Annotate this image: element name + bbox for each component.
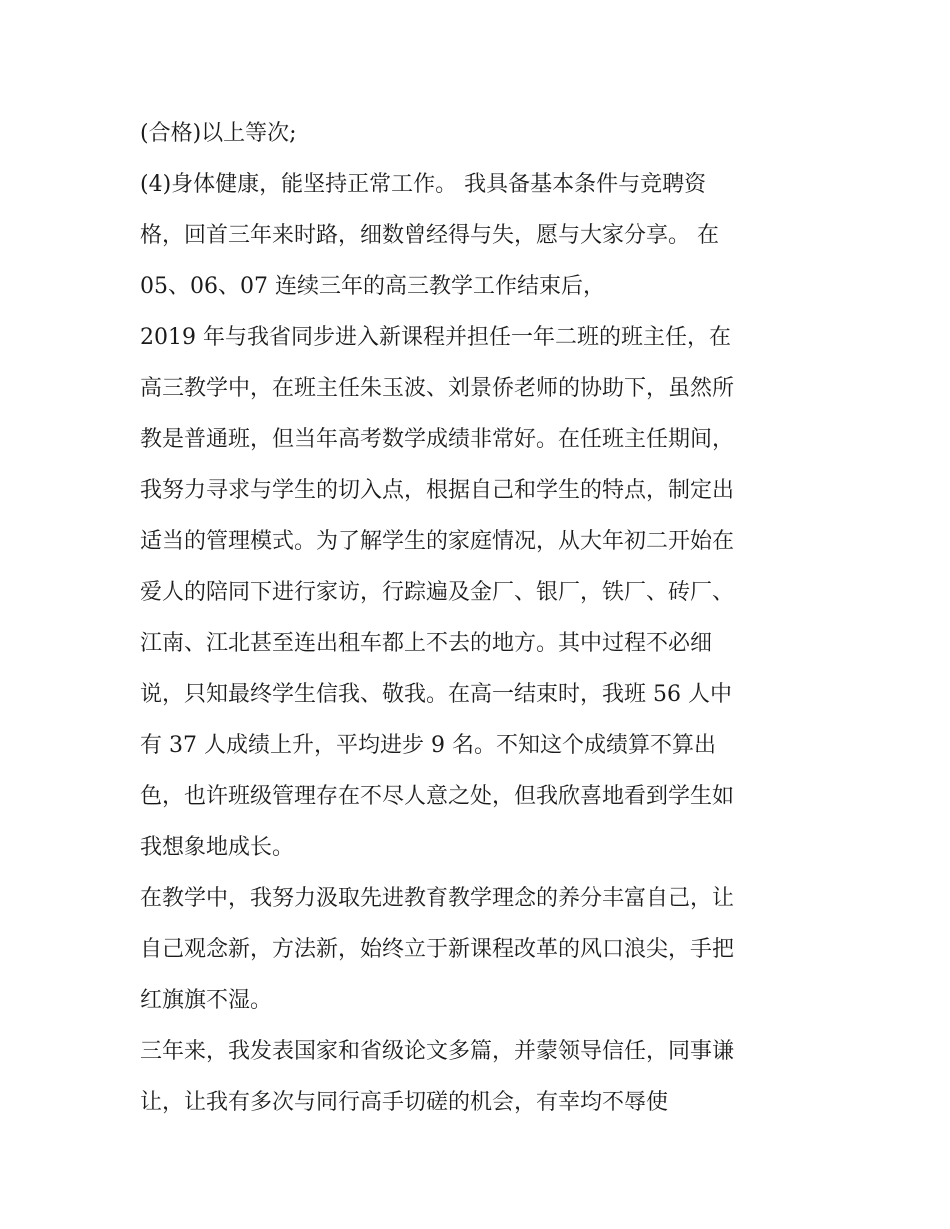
text-line: 让，让我有多次与同行高手切磋的机会，有幸均不辱使 (140, 1090, 669, 1115)
text-line: (合格)以上等次; (140, 121, 297, 146)
text-line: 在教学中，我努力汲取先进教育教学理念的养分丰富自己，让 (140, 886, 735, 911)
text-line: 2019 年与我省同步进入新课程并担任一年二班的班主任，在 (140, 325, 731, 350)
text-line: 说，只知最终学生信我、敬我。在高一结束时，我班 56 人中 (140, 682, 732, 707)
text-line: 江南、江北甚至连出租车都上不去的地方。其中过程不必细 (140, 631, 713, 656)
text-line: (4)身体健康，能坚持正常工作。 我具备基本条件与竞聘资 (140, 172, 707, 197)
text-line: 我想象地成长。 (140, 835, 295, 860)
text-line: 教是普通班，但当年高考数学成绩非常好。在任班主任期间， (140, 427, 735, 452)
text-line: 三年来，我发表国家和省级论文多篇，并蒙领导信任，同事谦 (140, 1039, 735, 1064)
text-line: 爱人的陪同下进行家访，行踪遍及金厂、银厂，铁厂、砖厂、 (140, 580, 735, 605)
document-body (140, 108, 820, 1128)
text-line: 格，回首三年来时路，细数曾经得与失，愿与大家分享。 在 (140, 223, 719, 248)
text-line: 05、06、07 连续三年的高三教学工作结束后， (140, 274, 605, 299)
text-line: 高三教学中，在班主任朱玉波、刘景侨老师的协助下，虽然所 (140, 376, 735, 401)
text-line: 有 37 人成绩上升，平均进步 9 名。不知这个成绩算不算出 (140, 733, 716, 758)
text-line: 适当的管理模式。为了解学生的家庭情况，从大年初二开始在 (140, 529, 735, 554)
text-line: 红旗旗不湿。 (140, 988, 273, 1013)
text-line: 我努力寻求与学生的切入点，根据自己和学生的特点，制定出 (140, 478, 735, 503)
text-line: 色，也许班级管理存在不尽人意之处，但我欣喜地看到学生如 (140, 784, 735, 809)
text-line: 自己观念新，方法新，始终立于新课程改革的风口浪尖，手把 (140, 937, 735, 962)
